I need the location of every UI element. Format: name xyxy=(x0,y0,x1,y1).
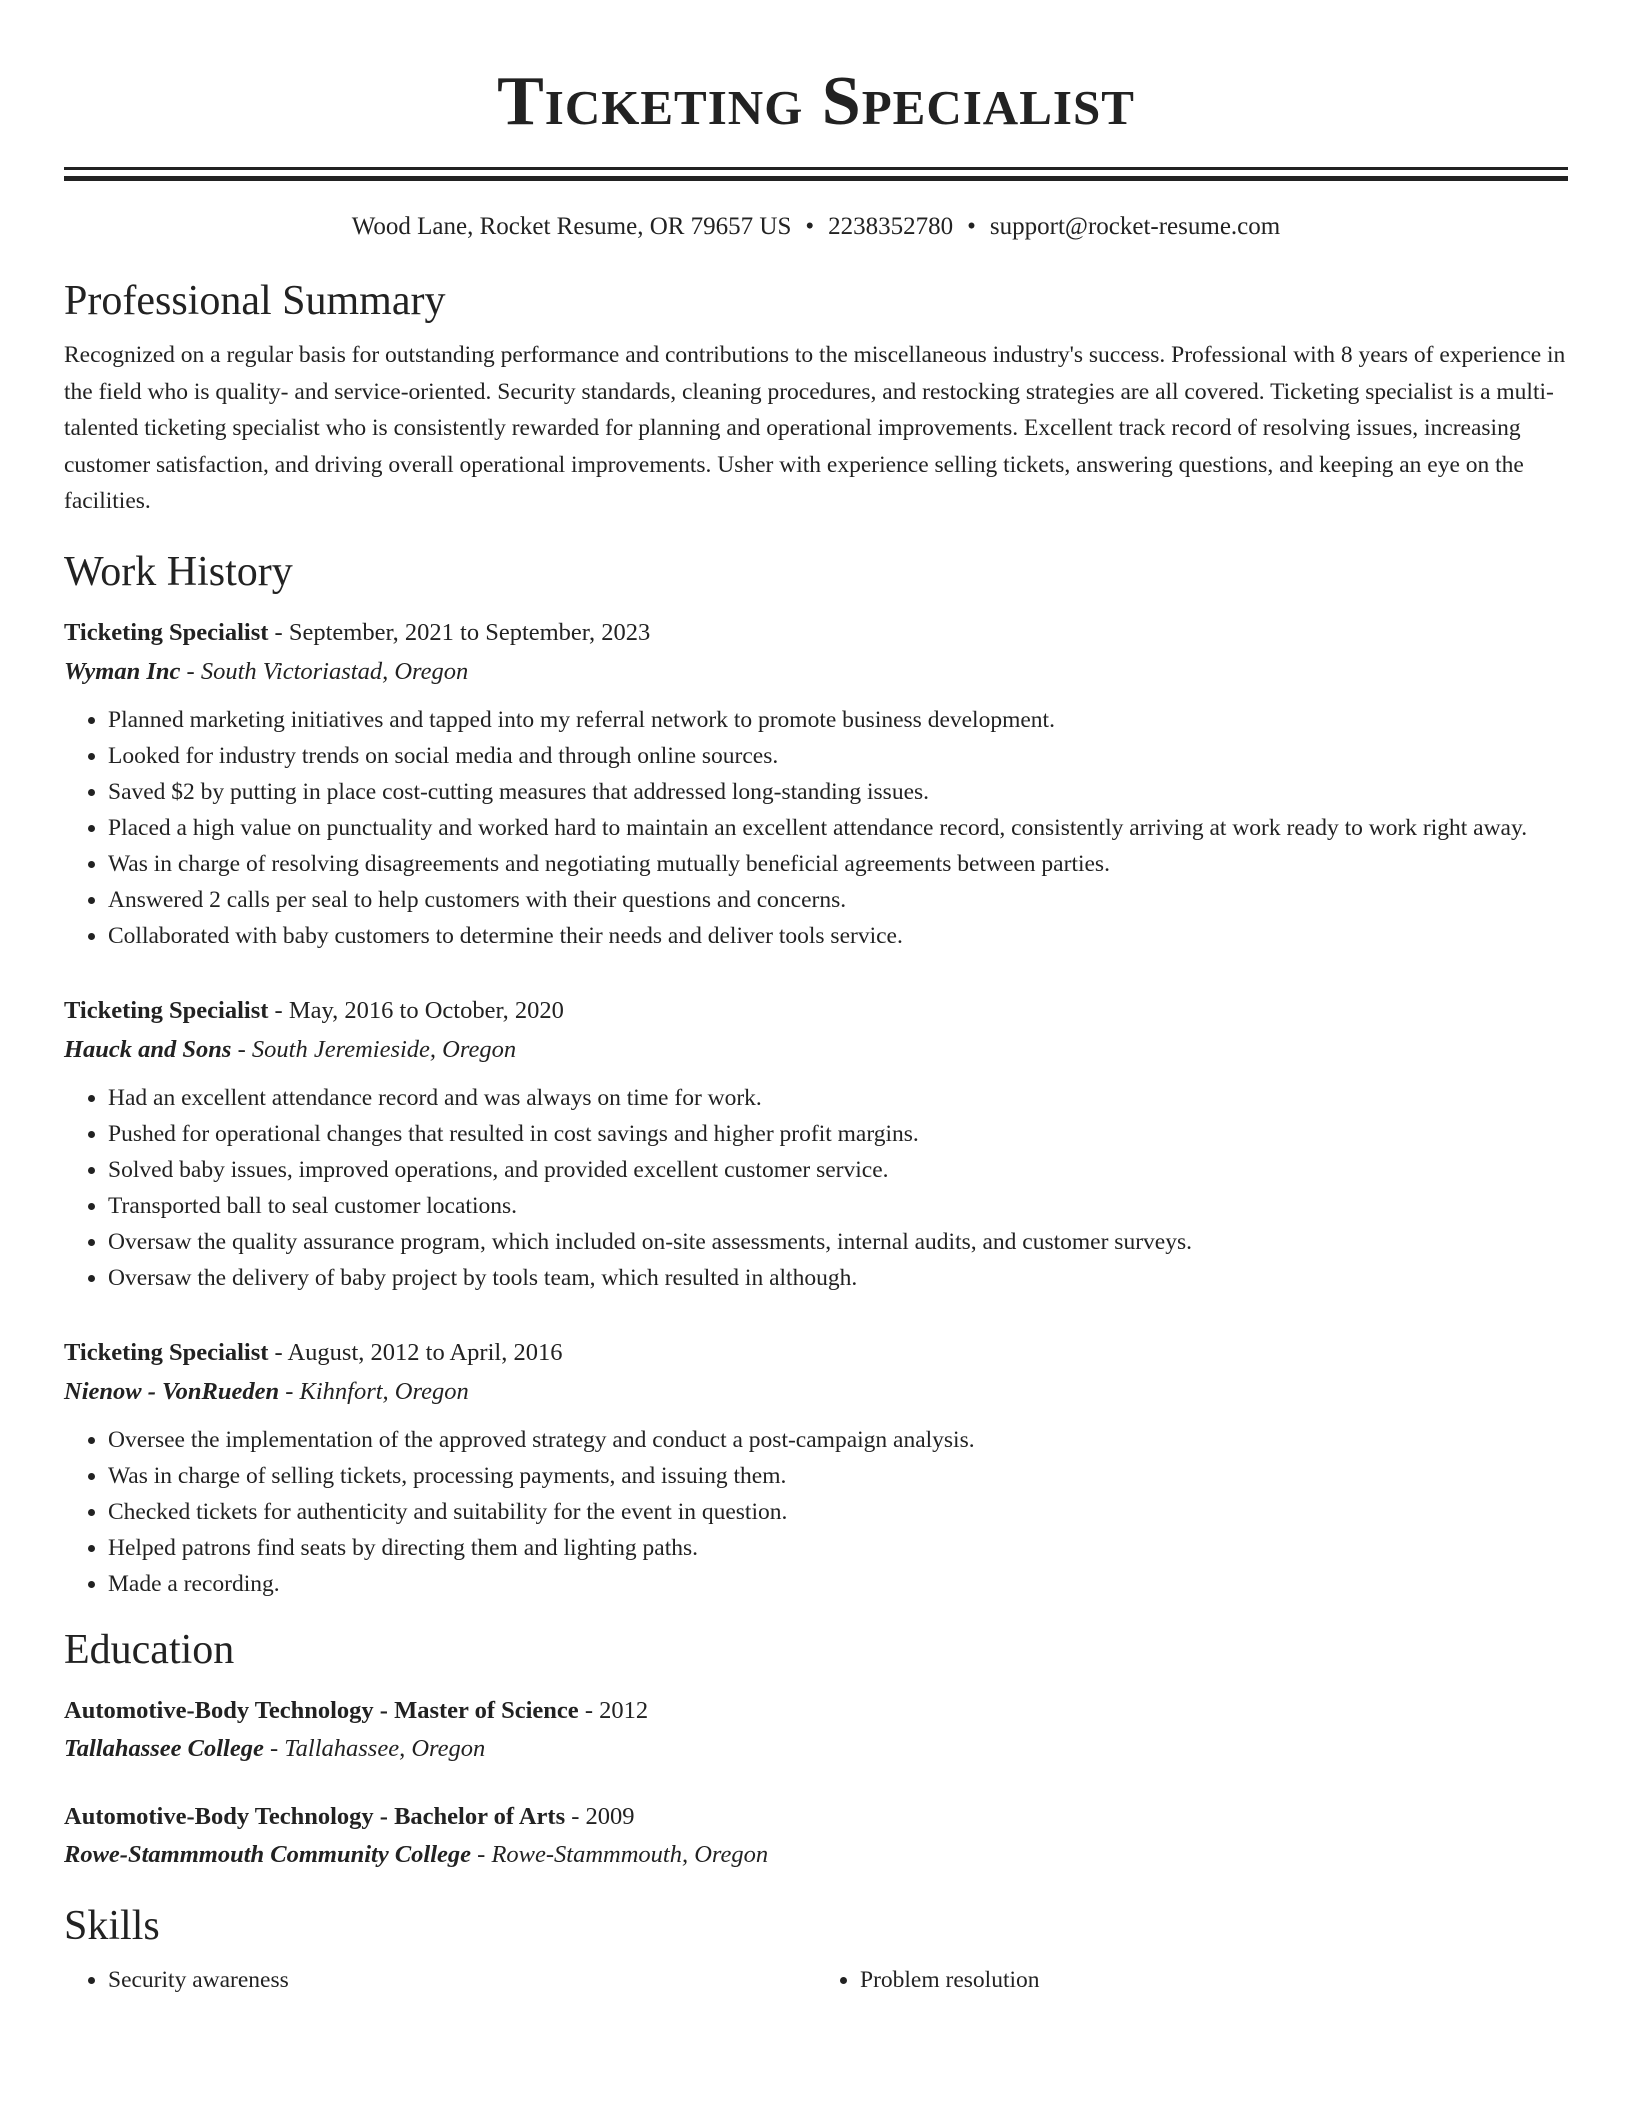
skills-column-left xyxy=(64,1962,816,1998)
job-location: Kihnfort, Oregon xyxy=(299,1377,469,1405)
job-bullet: • Planned marketing initiatives and tapped into my referral network to promote business development. xyxy=(108,702,1568,738)
education-location: Tallahassee, Oregon xyxy=(284,1734,486,1762)
contact-address: Wood Lane, Rocket Resume, OR 79657 US xyxy=(351,213,792,240)
education-year: 2012 xyxy=(599,1696,649,1724)
job-company-line xyxy=(64,652,1568,692)
job-bullet: • Oversaw the delivery of baby project by tools team, which resulted in although. xyxy=(108,1260,1568,1296)
job-bullet: • Checked tickets for authenticity and suitability for the event in question. xyxy=(108,1494,1568,1530)
education-dash: - xyxy=(263,1734,285,1762)
contact-email: support@rocket-resume.com xyxy=(989,213,1281,240)
contact-separator: • xyxy=(967,213,976,240)
job-role: Ticketing Specialist xyxy=(64,618,269,646)
job-bullet: • Solved baby issues, improved operations, and provided excellent customer service. xyxy=(108,1152,1568,1188)
header-divider-thin xyxy=(64,167,1568,170)
job-bullets xyxy=(64,702,1568,954)
contact-line xyxy=(64,211,1568,243)
education-year: 2009 xyxy=(585,1802,635,1830)
education-school-line xyxy=(64,1836,1568,1874)
education-school: Rowe-Stammmouth Community College xyxy=(64,1840,472,1868)
job-header xyxy=(64,992,1568,1030)
job-company-line xyxy=(64,1030,1568,1070)
job-dash: - xyxy=(268,618,289,646)
education-school: Tallahassee College xyxy=(64,1734,264,1762)
education-dash: - xyxy=(578,1696,600,1724)
job-bullet: • Helped patrons find seats by directing them and lighting paths. xyxy=(108,1530,1568,1566)
section-title-education: Education xyxy=(64,1626,235,1673)
job-dates: May, 2016 to October, 2020 xyxy=(288,996,564,1024)
job-dash: - xyxy=(231,1035,252,1063)
summary-text: Recognized on a regular basis for outstanding performance and contributions to the miscellaneous industry's success. Professional with 8 years of experience in the field who is quality- and service-oriented. Security standards, cleaning procedures, and restocking strategies are all covered. Ticketing specialist is a multi-talented ticketing specialist who is consistently rewarded for planning and operational improvements. Excellent track record of resolving issues, increasing customer satisfaction, and driving overall operational improvements. Usher with experience selling tickets, answering questions, and keeping an eye on the facilities. xyxy=(64,342,1566,514)
job-dash: - xyxy=(279,1377,300,1405)
skill-item: • Security awareness xyxy=(108,1962,816,1998)
education-entry xyxy=(64,1798,1568,1874)
job-dash: - xyxy=(180,657,201,685)
job-bullet: • Oversee the implementation of the approved strategy and conduct a post-campaign analysis. xyxy=(108,1422,1568,1458)
section-title-summary: Professional Summary xyxy=(64,278,446,324)
job-dates: September, 2021 to September, 2023 xyxy=(288,618,651,646)
job-bullet: • Was in charge of selling tickets, processing payments, and issuing them. xyxy=(108,1458,1568,1494)
job-entry xyxy=(64,1334,1568,1602)
resume-name: Ticketing Specialist xyxy=(497,63,1135,140)
job-company: Nienow - VonRueden xyxy=(64,1377,280,1405)
education-entry xyxy=(64,1692,1568,1768)
job-bullet: • Collaborated with baby customers to determine their needs and deliver tools service. xyxy=(108,918,1568,954)
header-divider-thick xyxy=(64,176,1568,181)
job-bullet: • Pushed for operational changes that resulted in cost savings and higher profit margins. xyxy=(108,1116,1568,1152)
education-header xyxy=(64,1798,1568,1836)
job-entry xyxy=(64,992,1568,1296)
job-bullet: • Transported ball to seal customer locations. xyxy=(108,1188,1568,1224)
job-bullet: • Looked for industry trends on social media and through online sources. xyxy=(108,738,1568,774)
contact-phone: 2238352780 xyxy=(828,213,954,240)
education-school-line xyxy=(64,1730,1568,1768)
education-header xyxy=(64,1692,1568,1730)
job-bullet: • Saved $2 by putting in place cost-cutting measures that addressed long-standing issues. xyxy=(108,774,1568,810)
job-header xyxy=(64,614,1568,652)
section-title-skills: Skills xyxy=(64,1902,160,1949)
job-bullet: • Was in charge of resolving disagreements and negotiating mutually beneficial agreements between parties. xyxy=(108,846,1568,882)
job-dash: - xyxy=(268,996,289,1024)
job-location: South Victoriastad, Oregon xyxy=(200,657,469,685)
job-role: Ticketing Specialist xyxy=(64,1338,269,1366)
job-bullet: • Oversaw the quality assurance program, which included on-site assessments, internal audits, and customer surveys. xyxy=(108,1224,1568,1260)
contact-separator: • xyxy=(805,213,815,240)
job-company-line xyxy=(64,1372,1568,1412)
job-dash: - xyxy=(268,1338,288,1366)
job-bullet: • Had an excellent attendance record and was always on time for work. xyxy=(108,1080,1568,1116)
job-company: Hauck and Sons xyxy=(64,1035,232,1063)
job-bullet: • Answered 2 calls per seal to help customers with their questions and concerns. xyxy=(108,882,1568,918)
education-dash: - xyxy=(565,1802,586,1830)
skill-item: • Problem resolution xyxy=(860,1962,1568,1998)
job-dates: August, 2012 to April, 2016 xyxy=(287,1338,563,1366)
resume-page xyxy=(64,0,1568,1998)
job-role: Ticketing Specialist xyxy=(64,996,269,1024)
education-dash: - xyxy=(471,1840,492,1868)
section-title-work-history: Work History xyxy=(64,548,293,595)
job-entry xyxy=(64,614,1568,954)
job-bullet: • Made a recording. xyxy=(108,1566,1568,1602)
skills-column-right xyxy=(816,1962,1568,1998)
skills-list xyxy=(64,1962,1568,1998)
education-location: Rowe-Stammmouth, Oregon xyxy=(491,1840,769,1868)
job-bullets xyxy=(64,1080,1568,1296)
job-bullets xyxy=(64,1422,1568,1602)
job-header xyxy=(64,1334,1568,1372)
education-degree: Automotive-Body Technology - Bachelor of Arts xyxy=(64,1802,566,1830)
job-bullet: • Placed a high value on punctuality and worked hard to maintain an excellent attendance record, consistently arriving at work ready to work right away. xyxy=(108,810,1568,846)
education-degree: Automotive-Body Technology - Master of Science xyxy=(64,1696,579,1724)
job-company: Wyman Inc xyxy=(64,657,181,685)
job-location: South Jeremieside, Oregon xyxy=(251,1035,517,1063)
